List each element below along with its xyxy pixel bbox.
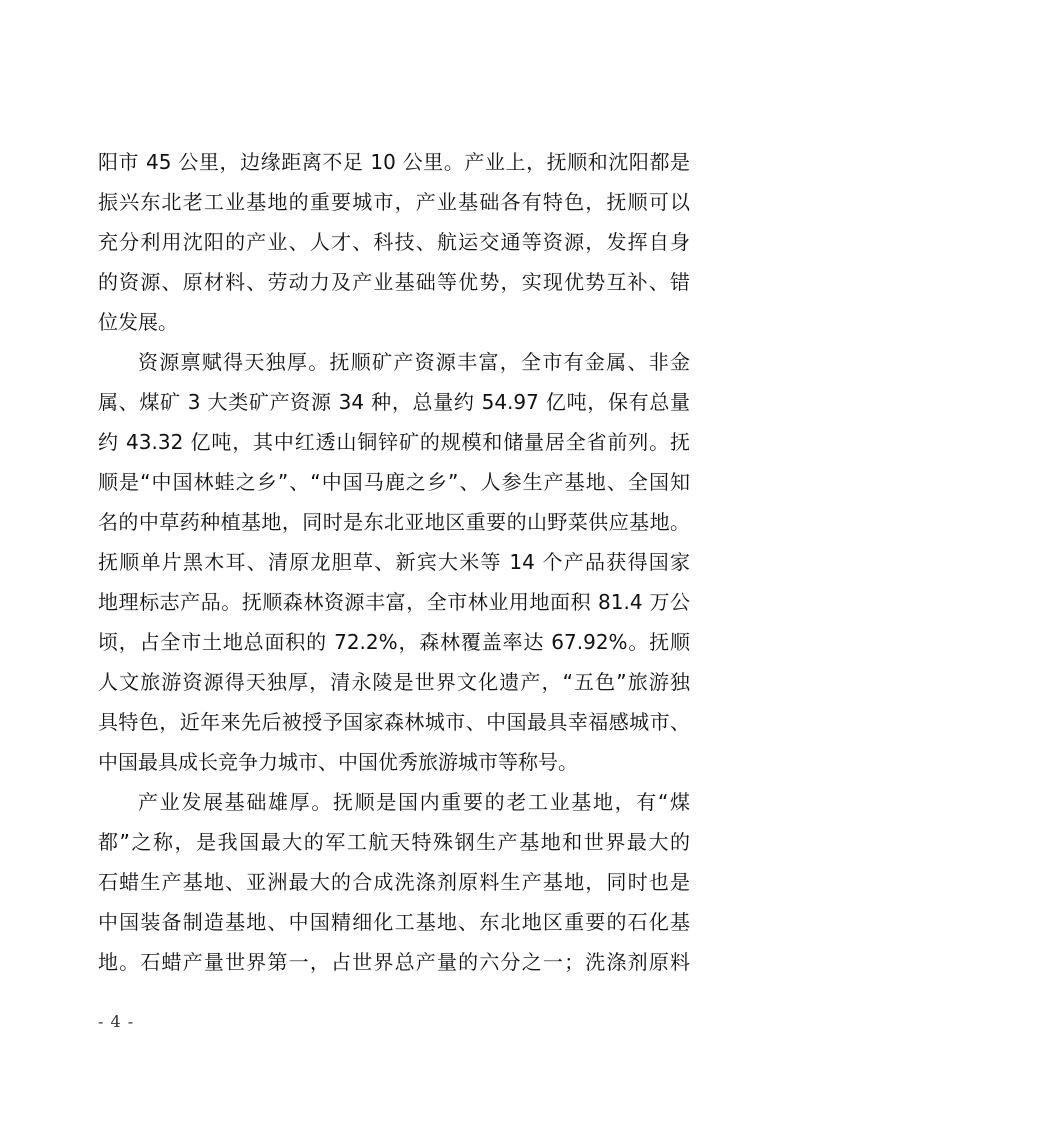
text-line: 地。石蜡产量世界第一，占世界总产量的六分之一；洗涤剂原料 <box>98 950 690 974</box>
text-line: 顷，占全市土地总面积的 72.2%，森林覆盖率达 67.92%。抚顺 <box>98 630 690 654</box>
text-line: 的资源、原材料、劳动力及产业基础等优势，实现优势互补、错 <box>98 270 690 294</box>
text-line: 中国最具成长竞争力城市、中国优秀旅游城市等称号。 <box>98 750 578 774</box>
text-line: 中国装备制造基地、中国精细化工基地、东北地区重要的石化基 <box>98 910 690 934</box>
paragraph-2 <box>98 342 690 782</box>
text-line: 顺是“中国林蛙之乡”、“中国马鹿之乡”、人参生产基地、全国知 <box>98 470 690 494</box>
text-line: 产业发展基础雄厚。抚顺是国内重要的老工业基地，有“煤 <box>138 790 690 814</box>
text-line: 资源禀赋得天独厚。抚顺矿产资源丰富，全市有金属、非金 <box>138 350 690 374</box>
text-line: 振兴东北老工业基地的重要城市，产业基础各有特色，抚顺可以 <box>98 190 690 214</box>
text-line: 人文旅游资源得天独厚，清永陵是世界文化遗产，“五色”旅游独 <box>98 670 690 694</box>
paragraph-1 <box>98 142 690 342</box>
text-line: 抚顺单片黑木耳、清原龙胆草、新宾大米等 14 个产品获得国家 <box>98 550 690 574</box>
text-line: 属、煤矿 3 大类矿产资源 34 种，总量约 54.97 亿吨，保有总量 <box>98 390 690 414</box>
text-line: 阳市 45 公里，边缘距离不足 10 公里。产业上，抚顺和沈阳都是 <box>98 150 690 174</box>
text-line: 约 43.32 亿吨，其中红透山铜锌矿的规模和储量居全省前列。抚 <box>98 430 690 454</box>
text-line: 都”之称，是我国最大的军工航天特殊钢生产基地和世界最大的 <box>98 830 690 854</box>
body-text <box>98 142 690 982</box>
page-number: - 4 - <box>98 1012 135 1031</box>
paragraph-3 <box>98 782 690 982</box>
text-line: 石蜡生产基地、亚洲最大的合成洗涤剂原料生产基地，同时也是 <box>98 870 690 894</box>
text-line: 名的中草药种植基地，同时是东北亚地区重要的山野菜供应基地。 <box>98 510 690 534</box>
text-line: 位发展。 <box>98 310 178 334</box>
text-line: 地理标志产品。抚顺森林资源丰富，全市林业用地面积 81.4 万公 <box>98 590 690 614</box>
text-line: 充分利用沈阳的产业、人才、科技、航运交通等资源，发挥自身 <box>98 230 690 254</box>
text-line: 具特色，近年来先后被授予国家森林城市、中国最具幸福感城市、 <box>98 710 690 734</box>
